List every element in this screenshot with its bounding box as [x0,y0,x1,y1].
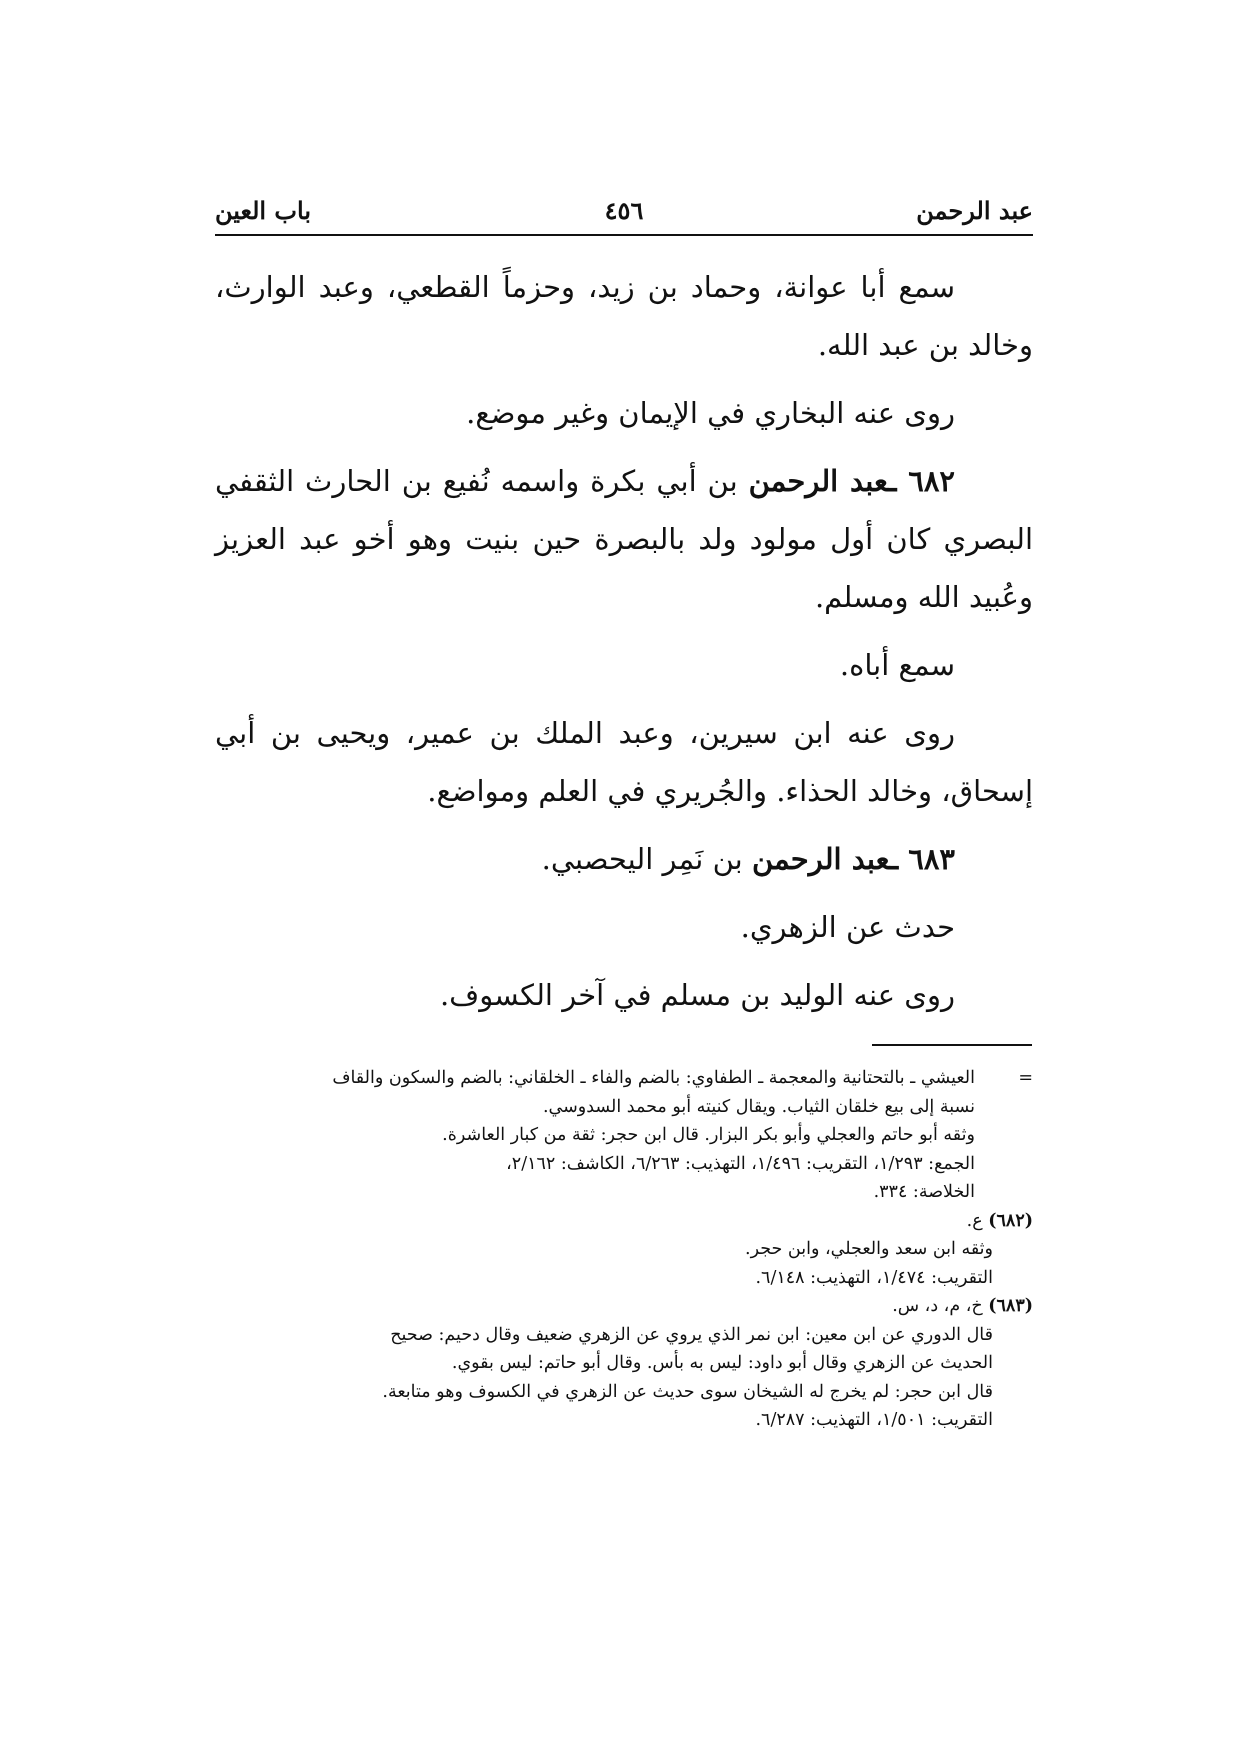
entry-text: بن أبي بكرة واسمه نُفيع بن الحارث الثقفي البصري كان أول مولود ولد بالبصرة حين بنيت وهو أخو عبد العزيز وعُبيد الله ومسلم. [215,464,1033,614]
entry-number: ٦٨٢ ـ [887,464,955,498]
footnote-symbols: ع. [966,1210,989,1231]
footnote-number: (٦٨٣) [988,1296,1033,1316]
paragraph-heard-father: سمع أباه. [839,648,955,682]
footnote-line: التقريب: ١/٤٧٤، التهذيب: ٦/١٤٨. [755,1267,993,1288]
page-number: ٤٥٦ [604,196,644,225]
entry-number: ٦٨٣ ـ [889,842,955,876]
entry-text: بن نَمِر اليحصبي. [541,842,752,876]
running-header [215,196,1033,236]
footnote-number: (٦٨٢) [988,1210,1033,1231]
paragraph-narrators: روى عنه ابن سيرين، وعبد الملك بن عمير، ويحيى بن أبي إسحاق، وخالد الحذاء. والجُريري في العلم ومواضع. [215,716,1033,808]
paragraph-narrated-from: حدث عن الزهري. [740,910,955,944]
footnote-line: العيشي ـ بالتحتانية والمعجمة ـ الطفاوي: بالضم والفاء ـ الخلقاني: بالضم والسكون والقاف [332,1068,975,1088]
header-divider [215,234,1033,236]
footnote-line: الجمع: ١/٢٩٣، التقريب: ١/٤٩٦، التهذيب: ٦/٢٦٣، الكاشف: ٢/١٦٢، [506,1153,975,1174]
footnote-683 [215,1292,1033,1435]
continuation-marker: = [1018,1068,1033,1088]
footnote-682 [215,1207,1033,1293]
entry-683 [215,830,1033,888]
footnote-line: التقريب: ١/٥٠١، التهذيب: ٦/٢٨٧. [755,1410,993,1430]
paragraph-narrated-by-walid: روى عنه الوليد بن مسلم في آخر الكسوف. [439,978,955,1012]
footnote-line: الحديث عن الزهري وقال أبو داود: ليس به بأس. وقال أبو حاتم: ليس بقوي. [451,1353,993,1373]
footnote-line: وثقه أبو حاتم والعجلي وأبو بكر البزار. قال ابن حجر: ثقة من كبار العاشرة. [442,1125,975,1145]
header-chapter-title: باب العين [215,196,312,225]
footnotes [215,1064,1033,1435]
paragraph-narrated-by: روى عنه البخاري في الإيمان وغير موضع. [466,396,955,430]
footnote-line: قال الدوري عن ابن معين: ابن نمر الذي يروي عن الزهري ضعيف وقال دحيم: صحيح [390,1324,993,1345]
footnote-line: قال ابن حجر: لم يخرج له الشيخان سوى حديث عن الزهري في الكسوف وهو متابعة. [382,1381,993,1402]
entry-name: عبد الرحمن [748,464,888,498]
main-text [215,258,1033,1034]
footnote-divider [872,1044,1032,1046]
footnote-symbols: خ، م، د، س. [892,1296,989,1316]
entry-name: عبد الرحمن [751,842,890,876]
paragraph-heard-from: سمع أبا عوانة، وحماد بن زيد، وحزماً القطعي، وعبد الوارث، وخالد بن عبد الله. [215,270,1033,362]
footnote-line: الخلاصة: ٣٣٤. [873,1182,975,1202]
entry-682 [215,452,1033,626]
footnote-line: نسبة إلى بيع خلقان الثياب. ويقال كنيته أبو محمد السدوسي. [542,1096,975,1117]
footnote-continuation [215,1064,1033,1207]
footnote-line: وثقه ابن سعد والعجلي، وابن حجر. [745,1239,993,1259]
header-entry-name: عبد الرحمن [916,196,1033,225]
